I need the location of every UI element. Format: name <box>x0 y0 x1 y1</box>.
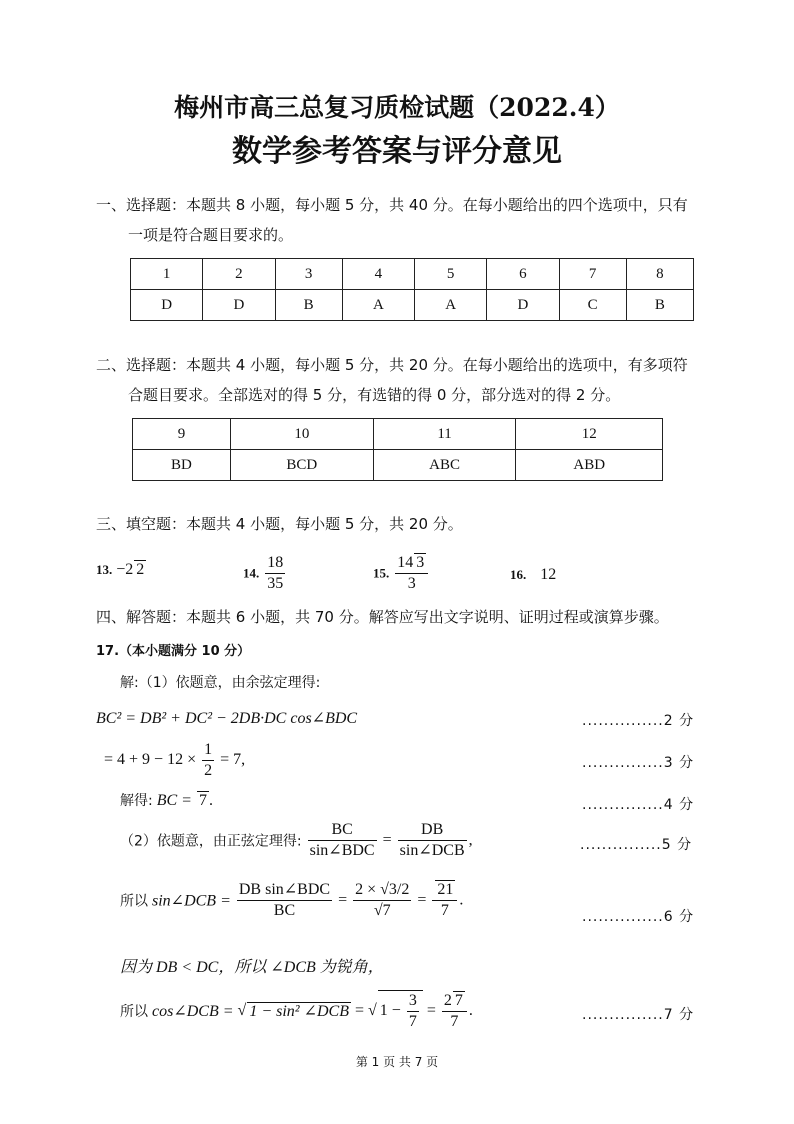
q17-intro: 解:（1）依题意，由余弦定理得: <box>120 675 321 691</box>
q17-p2-d2: sin∠DCB <box>399 842 465 859</box>
q15-coef: 14 <box>397 554 414 571</box>
table-cell: 3 <box>275 259 342 290</box>
q17-sin-n2: 2 × √3/2 <box>353 880 411 901</box>
q17-solve-rad: 7 <box>198 792 207 809</box>
score-6: ...............6 分 <box>582 909 695 925</box>
answer-15 <box>373 553 430 594</box>
section1-instructions <box>96 190 736 250</box>
q17-cos-rad2-pre: 1 − <box>379 1002 401 1020</box>
q17-solve-label: 解得: <box>120 793 153 809</box>
q16-label: 16. <box>510 567 527 582</box>
page-footer: 第 1 页 共 7 页 <box>355 1055 439 1069</box>
table-cell: B <box>626 290 693 321</box>
q17-part2: （2）依题意，由正弦定理得: $\frac{BC}{\text{sin∠BDC}}$ = $\frac{DB}{\text{sin∠DCB}}$ , <box>120 821 473 859</box>
table-row <box>133 450 663 481</box>
q17-eq2-b: = 7, <box>220 751 246 769</box>
table-cell: A <box>342 290 414 321</box>
q17-sin-d1: BC <box>273 902 296 919</box>
section3-heading: 三、填空题：本题共 4 小题，每小题 5 分，共 20 分。 <box>96 515 463 533</box>
table-cell: 12 <box>516 419 663 450</box>
q14-num: 18 <box>265 553 285 574</box>
table-cell: 4 <box>342 259 414 290</box>
score-2: ...............2 分 <box>582 713 695 729</box>
q17-eq2-a: = 4 + 9 − 12 × <box>104 751 197 769</box>
table-cell: 11 <box>373 419 516 450</box>
q17-cos-res-coef: 2 <box>443 991 452 1009</box>
q17-cos-rad1: 1 − sin² ∠DCB <box>249 1002 349 1020</box>
q17-part2-label: （2）依题意，由正弦定理得: <box>120 833 302 850</box>
q17-sin-label: 所以 <box>120 893 148 910</box>
q17-sin-lhs: sin∠DCB = <box>152 892 231 910</box>
q17-cos-rad2-num: 3 <box>407 991 419 1012</box>
q13-label: 13. <box>96 562 113 577</box>
q14-label: 14. <box>243 565 260 581</box>
q17-cos: 所以 cos∠DCB = √ 1 − sin² ∠DCB = √ 1 − $\frac{3}{7}$ = $\frac{2 7}{7}$ . <box>120 991 473 1030</box>
exam-title: 梅州市高三总复习质检试题（2022.4） <box>174 93 620 122</box>
q17-cos-label: 所以 <box>120 1004 148 1020</box>
table-cell: A <box>415 290 487 321</box>
table-cell: B <box>275 290 342 321</box>
section1-line2: 一项是符合题目要求的。 <box>128 226 294 244</box>
q17-heading: 17.（本小题满分 10 分） <box>96 644 251 659</box>
q17-cos-lhs: cos∠DCB = <box>152 1003 234 1020</box>
table-cell: D <box>487 290 559 321</box>
table-cell: 5 <box>415 259 487 290</box>
table-cell: BD <box>133 450 231 481</box>
q17-sin-d2: √7 <box>373 902 391 919</box>
q17-eq2 <box>104 740 245 781</box>
section4-heading: 四、解答题：本题共 6 小题，共 70 分。解答应写出文字说明、证明过程或演算步骤。 <box>96 608 669 626</box>
score-3: ...............3 分 <box>582 755 695 771</box>
section2-answer-table <box>132 418 663 481</box>
section2-line1: 二、选择题：本题共 4 小题，每小题 5 分，共 20 分。在每小题给出的选项中，有多项符 <box>96 356 688 374</box>
q17-solve: 解得: BC = 7 . <box>120 792 213 809</box>
q17-sin-res-den: 7 <box>440 902 449 919</box>
q17-solve-eq: BC = <box>156 792 192 809</box>
table-cell: D <box>131 290 203 321</box>
q17-p2-n2: DB <box>398 820 467 841</box>
answer-key-title: 数学参考答案与评分意见 <box>232 134 562 169</box>
q15-radicand: 3 <box>416 554 425 571</box>
q17-cos-res-den: 7 <box>450 1012 459 1030</box>
q17-cos-res-rad: 7 <box>454 991 463 1009</box>
q16-value: 12 <box>540 566 557 583</box>
score-4: ...............4 分 <box>582 797 695 813</box>
q17-p2-d1: sin∠BDC <box>309 842 375 859</box>
q17-sin-res-rad: 21 <box>437 881 454 898</box>
table-cell: C <box>559 290 626 321</box>
table-cell: 10 <box>230 419 373 450</box>
section2-line2: 合题目要求。全部选对的得 5 分，有选错的得 0 分，部分选对的得 2 分。 <box>128 386 621 404</box>
table-cell: 9 <box>133 419 231 450</box>
score-5: ...............5 分 <box>580 837 693 853</box>
q15-den: 3 <box>407 575 416 592</box>
section1-line1: 一、选择题：本题共 8 小题，每小题 5 分，共 40 分。在每小题给出的四个选项中，只有 <box>96 196 688 214</box>
answer-14 <box>243 553 287 594</box>
table-row <box>131 290 694 321</box>
answer-16 <box>510 566 556 584</box>
table-cell: 6 <box>487 259 559 290</box>
q17-eq2-den: 2 <box>204 762 213 779</box>
table-cell: BCD <box>230 450 373 481</box>
table-cell: 8 <box>626 259 693 290</box>
q17-cos-rad2-den: 7 <box>408 1013 417 1030</box>
q15-label: 15. <box>373 565 390 581</box>
answer-13 <box>96 560 146 579</box>
q17-sin: 所以 sin∠DCB = $\frac{\text{DB sin∠BDC}}{BC}$ = $\frac{2 \times √3/2}{√7}$ = $\frac{21}{7}$ . <box>120 881 464 919</box>
q13-radicand: 2 <box>136 561 145 578</box>
q17-eq2-num: 1 <box>202 740 214 761</box>
table-cell: D <box>203 290 275 321</box>
section1-answer-table <box>130 258 694 321</box>
q17-eq1: BC² = DB² + DC² − 2DB·DC cos∠BDC <box>96 710 358 727</box>
table-cell: 2 <box>203 259 275 290</box>
table-cell: ABC <box>373 450 516 481</box>
q13-sign: −2 <box>116 561 134 578</box>
q17-sin-n1: DB sin∠BDC <box>237 880 332 901</box>
table-cell: ABD <box>516 450 663 481</box>
score-7: ...............7 分 <box>582 1007 695 1023</box>
table-row <box>131 259 694 290</box>
section2-instructions <box>96 350 736 410</box>
table-cell: 7 <box>559 259 626 290</box>
q14-den: 35 <box>267 575 284 592</box>
q17-because: 因为 DB < DC，所以 ∠DCB 为锐角， <box>120 959 384 976</box>
table-cell: 1 <box>131 259 203 290</box>
q17-p2-n1: BC <box>308 820 377 841</box>
table-row <box>133 419 663 450</box>
